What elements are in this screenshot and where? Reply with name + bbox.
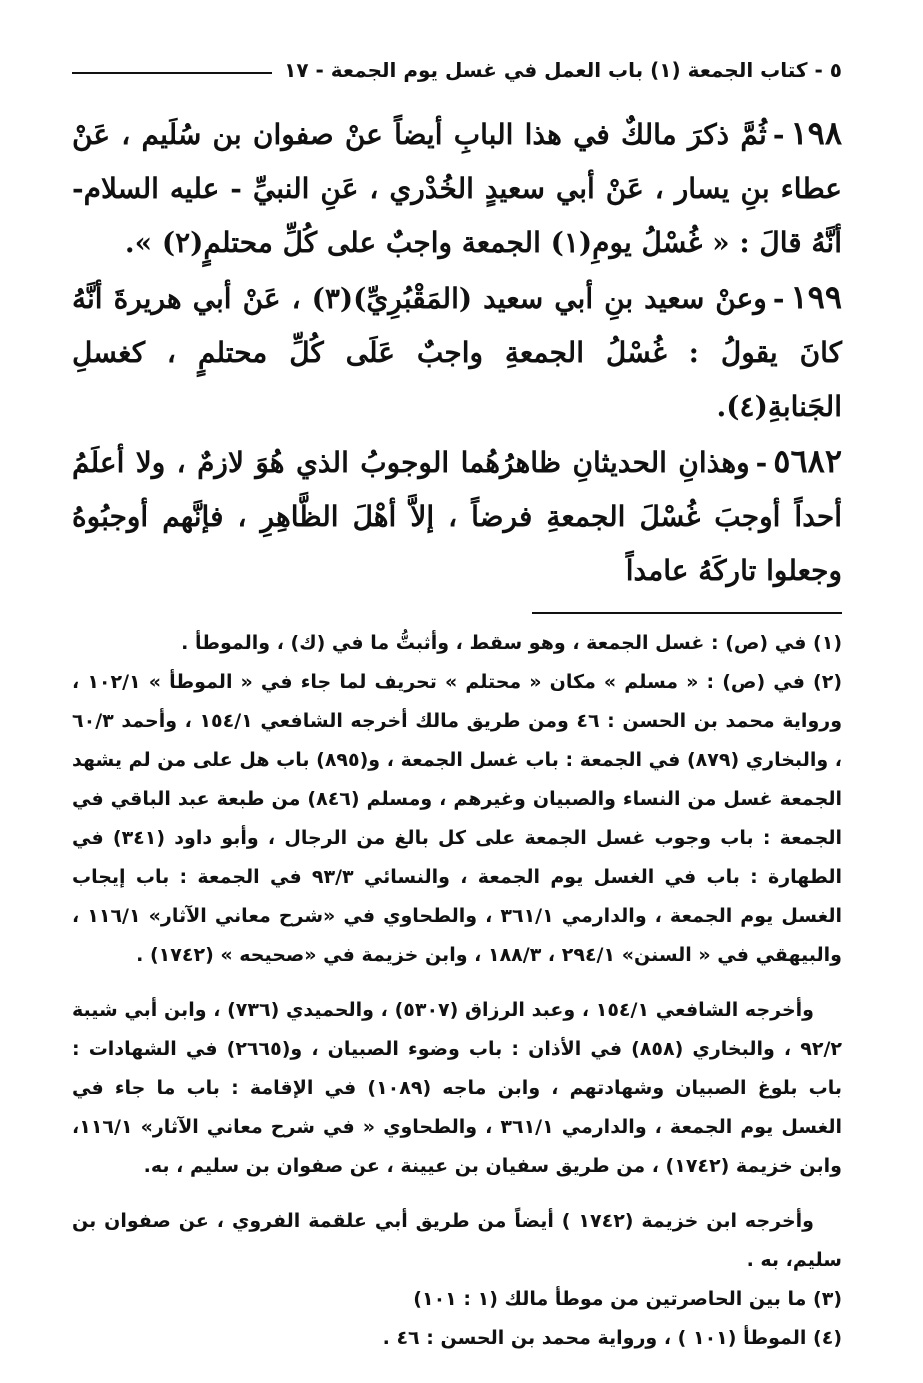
header-title: ٥ - كتاب الجمعة (١) باب العمل في غسل يوم الجمعة - ١٧ bbox=[284, 58, 842, 82]
dash: - bbox=[772, 118, 785, 151]
dash: - bbox=[772, 282, 785, 315]
footnotes bbox=[72, 624, 842, 1358]
footnote-3: (٣) ما بين الحاصرتين من موطأ مالك (١ : ١٠١) bbox=[413, 1288, 842, 1310]
paragraph-number: ٥٦٨٢ bbox=[773, 442, 842, 480]
running-header bbox=[72, 50, 842, 90]
paragraph-text: ثُمَّ ذكرَ مالكٌ في هذا البابِ أيضاً عنْ صفوان بن سُلَيم ، عَنْ عطاء بنِ يسار ، عَنْ أبي سعيدٍ الخُدْري ، عَنِ النبيِّ - عليه السلام- أنَّهُ قالَ : « غُسْلُ يومِ(١) الجمعة واجبٌ على كُلِّ محتلمٍ(٢) ». bbox=[72, 118, 843, 259]
footnote-2-continuation: وأخرجه الشافعي ١٥٤/١ ، وعبد الرزاق (٥٣٠٧) ، والحميدي (٧٣٦) ، وابن أبي شيبة ٩٢/٢ ، والبخاري (٨٥٨) في الأذان : باب وضوء الصبيان ، و(٢٦٦٥) في الشهادات : باب بلوغ الصبيان وشهادتهم ، وابن ماجه (١٠٨٩) في الإقامة : باب ما جاء في الغسل يوم الجمعة ، والدارمي ٣٦١/١ ، والطحاوي « في شرح معاني الآثار» ١١٦/١، وابن خزيمة (١٧٤٢) ، من طريق سفيان بن عيينة ، عن صفوان بن سليم ، به. bbox=[72, 999, 843, 1177]
commentary-5682 bbox=[72, 434, 842, 598]
hadith-199 bbox=[72, 270, 842, 434]
footnote-4: (٤) الموطأ (١٠١ ) ، ورواية محمد بن الحسن : ٤٦ . bbox=[382, 1327, 842, 1349]
footnote-2-continuation-2: وأخرجه ابن خزيمة (١٧٤٢ ) أيضاً من طريق أبي علقمة الفروي ، عن صفوان بن سليم، به . bbox=[72, 1210, 842, 1271]
footnote-separator bbox=[532, 612, 842, 614]
dash: - bbox=[755, 446, 768, 479]
footnote-2: (٢) في (ص) : « مسلم » مكان « محتلم » تحريف لما جاء في « الموطأ » ١٠٢/١ ، ورواية محمد بن الحسن : ٤٦ ومن طريق مالك أخرجه الشافعي ١٥٤/١ ، وأحمد ٦٠/٣ ، والبخاري (٨٧٩) في الجمعة : باب غسل الجمعة ، و(٨٩٥) باب هل على من لم يشهد الجمعة غسل من النساء والصبيان وغيرهم ، ومسلم (٨٤٦) من طبعة عبد الباقي في الجمعة : باب وجوب غسل الجمعة على كل بالغ من الرجال ، وأبو داود (٣٤١) في الطهارة : باب في الغسل يوم الجمعة ، والنسائي ٩٣/٣ في الجمعة : باب إيجاب الغسل يوم الجمعة ، والدارمي ٣٦١/١ ، والطحاوي في «شرح معاني الآثار» ١١٦/١ ، والبيهقي في « السنن» ٢٩٤/١ ، ١٨٨/٣ ، وابن خزيمة في «صحيحه » (١٧٤٢) . bbox=[72, 671, 843, 966]
footnote-1: (١) في (ص) : غسل الجمعة ، وهو سقط ، وأثبتُّ ما في (ك) ، والموطأ . bbox=[181, 632, 842, 654]
paragraph-number: ١٩٩ bbox=[790, 278, 842, 316]
paragraph-number: ١٩٨ bbox=[790, 114, 842, 152]
paragraph-text: وهذانِ الحديثانِ ظاهرُهُما الوجوبُ الذي هُوَ لازمٌ ، ولا أعلَمُ أحداً أوجبَ غُسْلَ الجمعةِ فرضاً ، إلاَّ أهْلَ الظَّاهِرِ ، فإنَّهم أوجبُوهُ وجعلوا تاركَهُ عامداً bbox=[72, 446, 842, 587]
paragraph-text: وعنْ سعيد بنِ أبي سعيد (المَقْبُرِيِّ)(٣) ، عَنْ أبي هريرةَ أنَّهُ كانَ يقولُ : غُسْلُ الجمعةِ واجبٌ عَلَى كُلِّ محتلمٍ ، كغسلِ الجَنابةِ(٤). bbox=[72, 282, 842, 423]
header-rule bbox=[72, 72, 272, 74]
main-text bbox=[72, 106, 842, 598]
book-page bbox=[72, 50, 842, 1358]
hadith-198 bbox=[72, 106, 842, 270]
